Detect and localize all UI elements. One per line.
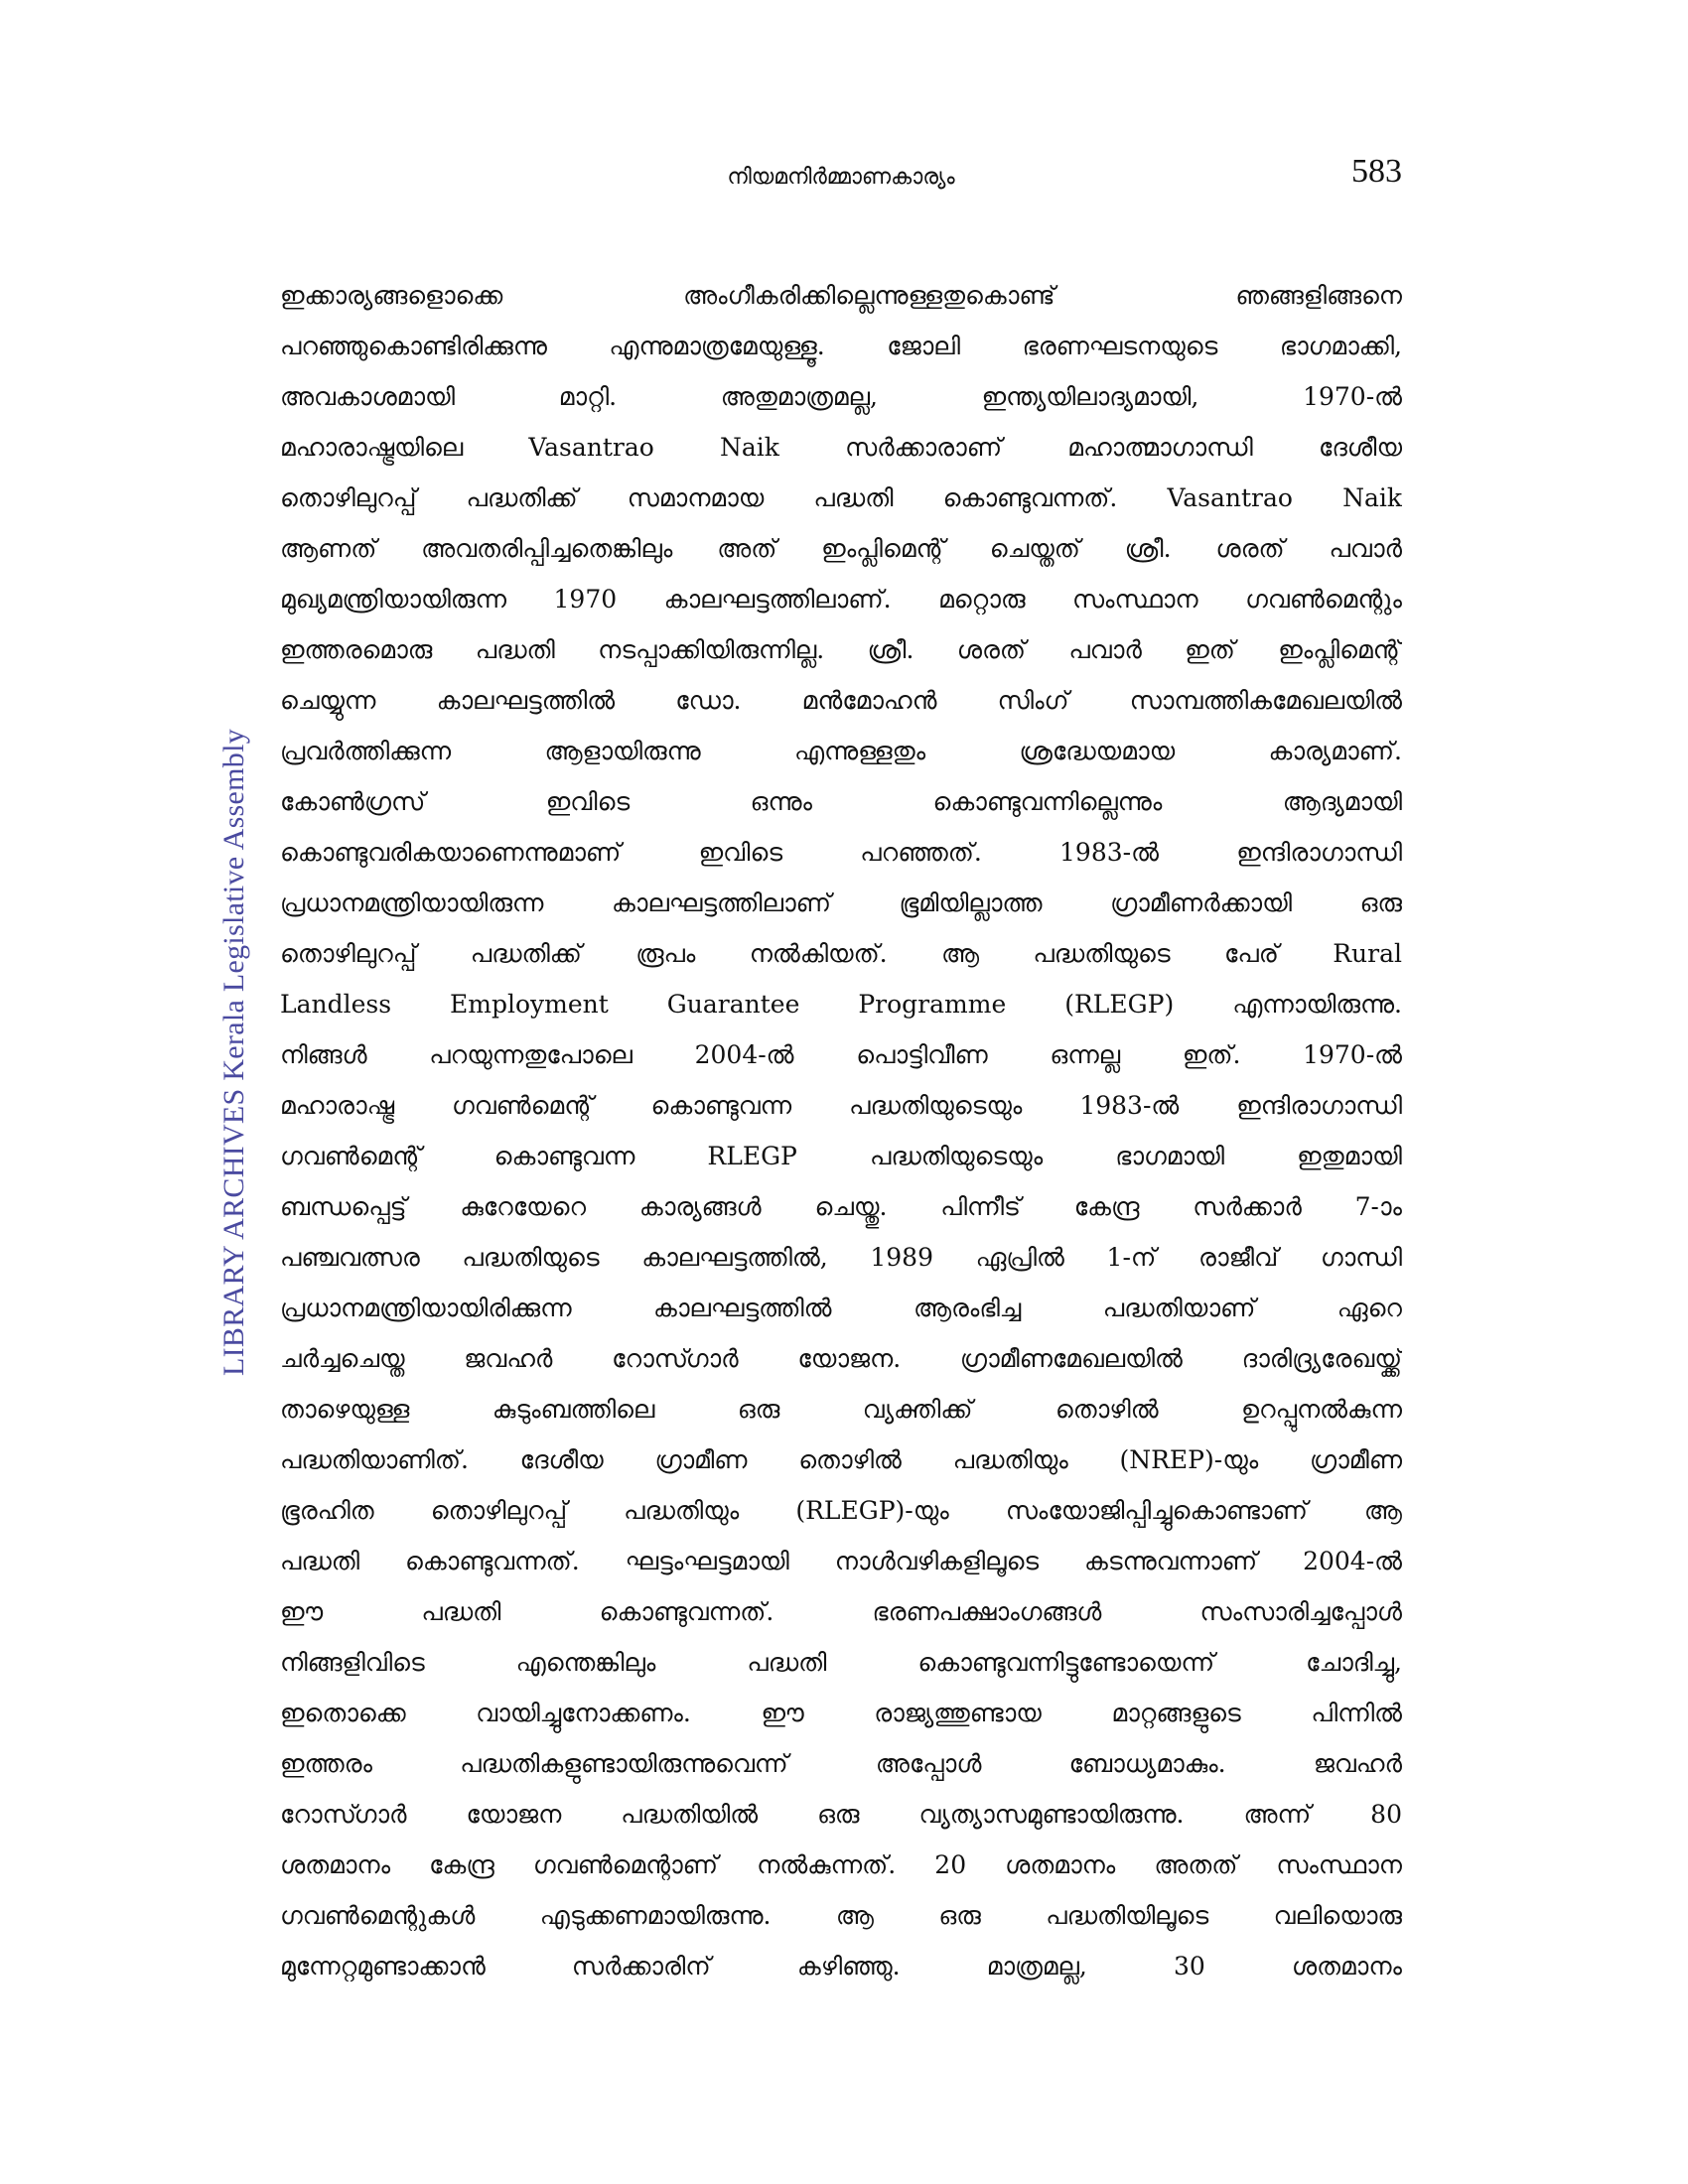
body-line: മഹാരാഷ്ട്ര ഗവൺമെന്റ് കൊണ്ടുവന്ന പദ്ധതിയുടെയും 1983-ൽ ഇന്ദിരാഗാന്ധി (280, 1091, 1402, 1120)
body-line: അവകാശമായി മാറ്റി. അതുമാത്രമല്ല, ഇന്ത്യയിലാദ്യമായി, 1970-ൽ (280, 382, 1402, 411)
body-line: ചെയ്യുന്ന കാലഘട്ടത്തിൽ ഡോ. മൻമോഹൻ സിംഗ് സാമ്പത്തികമേഖലയിൽ (280, 686, 1402, 715)
running-header (280, 153, 1402, 197)
page-number: 583 (1351, 153, 1402, 190)
body-line: പ്രവർത്തിക്കുന്ന ആളായിരുന്നു എന്നുള്ളതും ശ്രദ്ധേയമായ കാര്യമാണ്. (280, 737, 1402, 765)
body-line: ഗവൺമെന്റ് കൊണ്ടുവന്ന RLEGP പദ്ധതിയുടെയും ഭാഗമായി ഇതുമായി (280, 1142, 1402, 1170)
body-line: ഇത്തരം പദ്ധതികളുണ്ടായിരുന്നുവെന്ന് അപ്പോൾ ബോധ്യമാകും. ജവഹർ (280, 1749, 1402, 1778)
page-header-title: നിയമനിർമ്മാണകാര്യം (727, 165, 955, 190)
body-line: പദ്ധതിയാണിത്. ദേശീയ ഗ്രാമീണ തൊഴിൽ പദ്ധതിയും (NREP)-യും ഗ്രാമീണ (280, 1445, 1402, 1474)
body-line: പഞ്ചവത്സര പദ്ധതിയുടെ കാലഘട്ടത്തിൽ, 1989 ഏപ്രിൽ 1-ന് രാജീവ് ഗാന്ധി (280, 1243, 1402, 1272)
body-line: നിങ്ങൾ പറയുന്നതുപോലെ 2004-ൽ പൊട്ടിവീണ ഒന്നല്ല ഇത്. 1970-ൽ (280, 1040, 1402, 1069)
body-line: തൊഴിലുറപ്പ് പദ്ധതിക്ക് രൂപം നൽകിയത്. ആ പദ്ധതിയുടെ പേര് Rural (280, 939, 1402, 968)
body-line: പ്രധാനമന്ത്രിയായിരുന്ന കാലഘട്ടത്തിലാണ് ഭൂമിയില്ലാത്ത ഗ്രാമീണർക്കായി ഒരു (280, 888, 1402, 917)
body-line: ഇക്കാര്യങ്ങളൊക്കെ അംഗീകരിക്കില്ലെന്നുള്ളതുകൊണ്ട് ഞങ്ങളിങ്ങനെ (280, 281, 1402, 310)
body-line: പദ്ധതി കൊണ്ടുവന്നത്. ഘട്ടംഘട്ടമായി നാൾവഴികളിലൂടെ കടന്നുവന്നാണ് 2004-ൽ (280, 1547, 1402, 1575)
body-line: ഭൂരഹിത തൊഴിലുറപ്പ് പദ്ധതിയും (RLEGP)-യും സംയോജിപ്പിച്ചുകൊണ്ടാണ് ആ (280, 1496, 1402, 1525)
body-line: മുന്നേറ്റമുണ്ടാക്കാൻ സർക്കാരിന് കഴിഞ്ഞു. മാത്രമല്ല, 30 ശതമാനം (280, 1952, 1402, 1980)
body-line: ഇത്തരമൊരു പദ്ധതി നടപ്പാക്കിയിരുന്നില്ല. ശ്രീ. ശരത് പവാർ ഇത് ഇംപ്ലിമെന്റ് (280, 635, 1402, 664)
body-line: Landless Employment Guarantee Programme (RLEGP) എന്നായിരുന്നു. (280, 990, 1402, 1019)
body-line: കോൺഗ്രസ് ഇവിടെ ഒന്നും കൊണ്ടുവന്നില്ലെന്നും ആദ്യമായി (280, 787, 1402, 816)
body-line: ശതമാനം കേന്ദ്ര ഗവൺമെന്റാണ് നൽകുന്നത്. 20 ശതമാനം അതത് സംസ്ഥാന (280, 1850, 1402, 1879)
body-line: ബന്ധപ്പെട്ട് കുറേയേറെ കാര്യങ്ങൾ ചെയ്തു. പിന്നീട് കേന്ദ്ര സർക്കാർ 7-ാം (280, 1192, 1402, 1221)
body-line: ഇതൊക്കെ വായിച്ചുനോക്കണം. ഈ രാജ്യത്തുണ്ടായ മാറ്റങ്ങളുടെ പിന്നിൽ (280, 1699, 1402, 1727)
body-line: താഴെയുള്ള കുടുംബത്തിലെ ഒരു വ്യക്തിക്ക് തൊഴിൽ ഉറപ്പുനൽകുന്ന (280, 1395, 1402, 1424)
body-line: നിങ്ങളിവിടെ എന്തെങ്കിലും പദ്ധതി കൊണ്ടുവന്നിട്ടുണ്ടോയെന്ന് ചോദിച്ചു, (280, 1648, 1402, 1677)
body-line: കൊണ്ടുവരികയാണെന്നുമാണ് ഇവിടെ പറഞ്ഞത്. 1983-ൽ ഇന്ദിരാഗാന്ധി (280, 838, 1402, 867)
body-line: പ്രധാനമന്ത്രിയായിരിക്കുന്ന കാലഘട്ടത്തിൽ ആരംഭിച്ച പദ്ധതിയാണ് ഏറെ (280, 1294, 1402, 1322)
library-archives-stamp-text: LIBRARY ARCHIVES Kerala Legislative Assembly (217, 728, 250, 1377)
body-line: പറഞ്ഞുകൊണ്ടിരിക്കുന്നു എന്നുമാത്രമേയുള്ളൂ. ജോലി ഭരണഘടനയുടെ ഭാഗമാക്കി, (280, 332, 1402, 360)
body-line: മഹാരാഷ്ട്രയിലെ Vasantrao Naik സർക്കാരാണ് മഹാത്മാഗാന്ധി ദേശീയ (280, 433, 1402, 462)
body-line: ഈ പദ്ധതി കൊണ്ടുവന്നത്. ഭരണപക്ഷാംഗങ്ങൾ സംസാരിച്ചപ്പോൾ (280, 1597, 1402, 1626)
body-line: ആണത് അവതരിപ്പിച്ചതെങ്കിലും അത് ഇംപ്ലിമെന്റ് ചെയ്തത് ശ്രീ. ശരത് പവാർ (280, 534, 1402, 563)
body-line: റോസ്ഗാർ യോജന പദ്ധതിയിൽ ഒരു വ്യത്യാസമുണ്ടായിരുന്നു. അന്ന് 80 (280, 1800, 1402, 1829)
body-line: ഗവൺമെന്റുകൾ എടുക്കണമായിരുന്നു. ആ ഒരു പദ്ധതിയിലൂടെ വലിയൊരു (280, 1901, 1402, 1930)
body-line: മുഖ്യമന്ത്രിയായിരുന്ന 1970 കാലഘട്ടത്തിലാണ്. മറ്റൊരു സംസ്ഥാന ഗവൺമെന്റും (280, 585, 1402, 614)
body-line: ചർച്ചചെയ്ത ജവഹർ റോസ്ഗാർ യോജന. ഗ്രാമീണമേഖലയിൽ ദാരിദ്ര്യരേഖയ്ക്ക് (280, 1344, 1402, 1373)
body-line: തൊഴിലുറപ്പ് പദ്ധതിക്ക് സമാനമായ പദ്ധതി കൊണ്ടുവന്നത്. Vasantrao Naik (280, 483, 1402, 512)
body-text (280, 270, 1402, 1991)
